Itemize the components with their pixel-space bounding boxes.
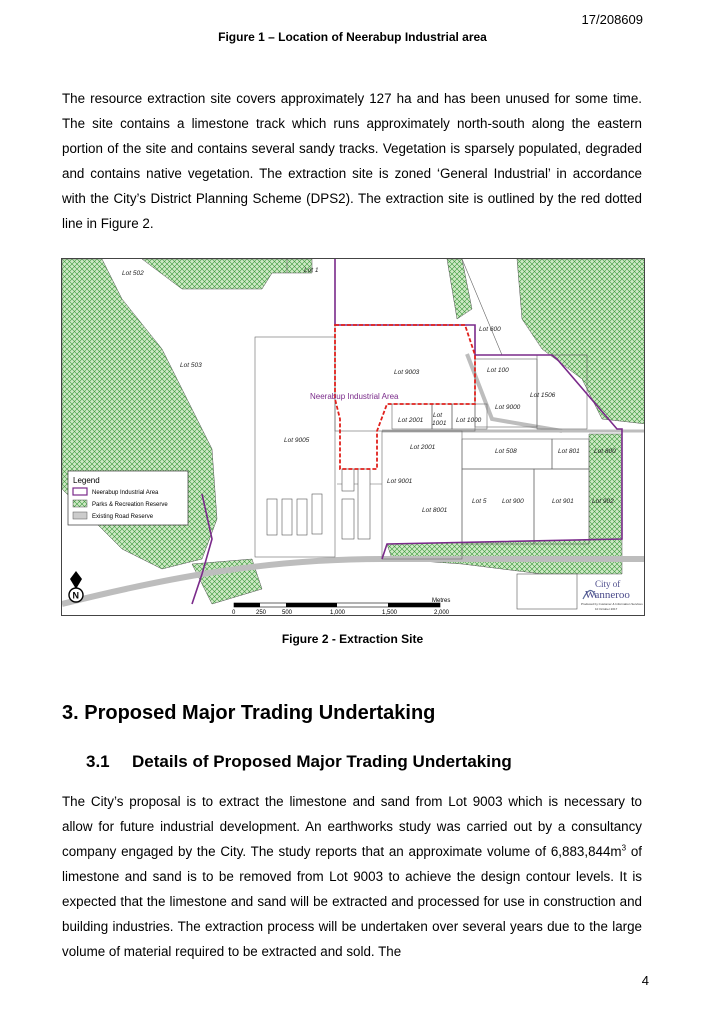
scale-unit: Metres — [432, 598, 451, 604]
scale-tick: 500 — [282, 610, 293, 616]
scale-tick: 1,500 — [382, 610, 398, 616]
page-number: 4 — [641, 973, 649, 988]
lot-901-label: Lot 901 — [552, 498, 574, 505]
park-east — [517, 259, 645, 424]
map-legend — [68, 471, 188, 525]
logo-line-4: 10 October 2017 — [595, 607, 618, 611]
document-reference: 17/208609 — [581, 12, 643, 27]
paragraph-proposal-part-2: of limestone and sand is to be removed from Lot 9003 to achieve the design contour levels. It is expected that the limestone and sand will be extracted and processed for use in construction and building industries. The extraction process will be undertaken over several years due to the large volume of material required to be extracted and sold. The — [62, 844, 642, 959]
scale-tick: 2,000 — [434, 610, 450, 616]
section-3-1-title: Details of Proposed Major Trading Undertaking — [132, 752, 512, 771]
section-3-heading: 3. Proposed Major Trading Undertaking — [62, 702, 436, 724]
north-arrow-label: N — [72, 590, 79, 601]
logo-line-2: Wanneroo — [585, 589, 630, 601]
lot-600-label: Lot 600 — [479, 326, 501, 333]
lot-800-label: Lot 800 — [594, 448, 616, 455]
north-arrow-icon — [69, 571, 83, 602]
industrial-area-label: Neerabup Industrial Area — [310, 392, 399, 401]
park-northeast — [447, 259, 472, 319]
lot-9001-label: Lot 9001 — [387, 478, 413, 485]
paragraph-proposal-part-1: The City’s proposal is to extract the limestone and sand from Lot 9003 which is necessary to allow for future industrial development. An earthworks study was carried out by a consultancy company engaged by the City. The study reports that an approximate volume of 6,883,844m — [62, 794, 642, 859]
lot-1001-label-line1: Lot — [433, 412, 443, 419]
lot-1001-label-line2: 1001 — [432, 420, 447, 427]
lot-2001-south-label: Lot 2001 — [410, 444, 436, 451]
superscript-cubed: 3 — [621, 843, 627, 853]
scale-tick: 250 — [256, 610, 267, 616]
lot-2001-label: Lot 2001 — [398, 417, 424, 424]
legend-item-parks: Parks & Recreation Reserve — [92, 502, 168, 508]
section-3-1-number: 3.1 — [86, 752, 110, 771]
extraction-site-map — [61, 258, 645, 616]
lot-1-label: Lot 1 — [304, 267, 319, 274]
lot-5-label: Lot 5 — [472, 498, 487, 505]
lot-508-label: Lot 508 — [495, 448, 517, 455]
figure-1-caption: Figure 1 – Location of Neerabup Industrial area — [218, 30, 487, 44]
lot-9005-label: Lot 9005 — [284, 437, 310, 444]
paragraph-proposal — [62, 789, 642, 964]
lot-1000-label: Lot 1000 — [456, 417, 482, 424]
lot-9000-label: Lot 9000 — [495, 404, 521, 411]
legend-item-industrial: Neerabup Industrial Area — [92, 490, 159, 496]
scale-bar — [232, 598, 450, 616]
figure-2-caption: Figure 2 - Extraction Site — [281, 632, 424, 646]
lot-900-label: Lot 900 — [502, 498, 524, 505]
lot-801-label: Lot 801 — [558, 448, 580, 455]
lot-8001-label: Lot 8001 — [422, 507, 448, 514]
lot-502-label: Lot 502 — [122, 270, 144, 277]
lot-503-label: Lot 503 — [180, 362, 202, 369]
scale-tick: 1,000 — [330, 610, 346, 616]
scale-tick: 0 — [232, 610, 236, 616]
park-north — [142, 259, 312, 289]
section-3-1-heading — [86, 752, 512, 772]
legend-item-road: Existing Road Reserve — [92, 514, 154, 520]
lot-902-label: Lot 902 — [592, 498, 614, 505]
lot-9003-label: Lot 9003 — [394, 369, 420, 376]
lot-100-label: Lot 100 — [487, 367, 509, 374]
logo-line-1: City of — [595, 579, 621, 589]
logo-line-3: Produced by Customer & Information Services — [581, 602, 643, 606]
lot-1506-label: Lot 1506 — [530, 392, 556, 399]
legend-title: Legend — [73, 476, 100, 485]
city-logo — [578, 577, 645, 616]
paragraph-extraction-site: The resource extraction site covers approximately 127 ha and has been unused for some time. The site contains a limestone track which runs approximately north-south along the eastern portion of the site and contains several sandy tracks. Vegetation is sparsely populated, degraded and contains native vegetation. The extraction site is zoned ‘General Industrial’ in accordance with the City’s District Planning Scheme (DPS2). The extraction site is outlined by the red dotted line in Figure 2. — [62, 91, 642, 231]
